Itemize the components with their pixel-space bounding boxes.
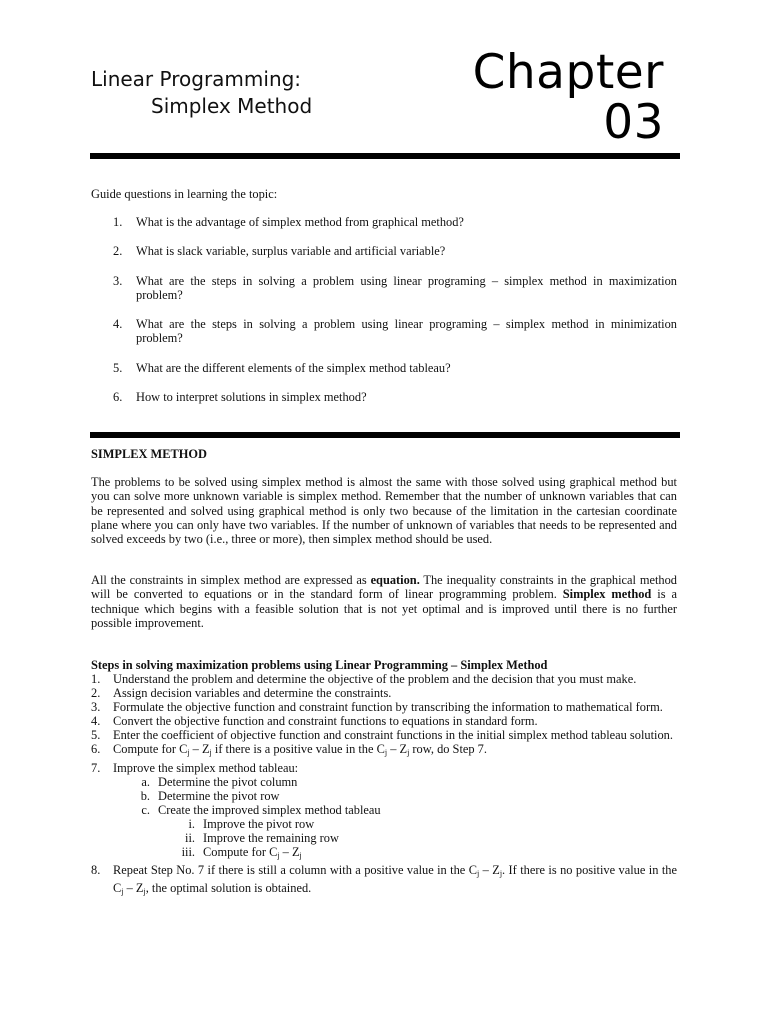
question-number: 3. [113,273,123,288]
subscript: j [143,887,146,897]
substep-letter: b. [140,788,150,803]
step-number: 7. [91,760,101,775]
para-bold-term: Simplex method [562,587,652,602]
step-text [113,863,677,899]
step-text-part: – Z [189,742,210,757]
steps-list [91,672,677,899]
subscript: j [187,748,190,758]
sub-substep-text-part: – Z [279,845,300,860]
step-item [91,742,677,760]
paragraph-intro: The problems to be solved using simplex method is almost the same with those solved using graphical method but you can solve more unknown variable is simplex method. Remember that the number of unknown variables that can be represented and solved using graphical method is only two because of the limitation in the cartesian coordinate plane where you can only have two variables. If the number of unknown of variables that needs to be represented and solved exceeds by two (i.e., three or more), then simplex method should be used. [91,475,677,547]
step-number: 5. [91,728,101,743]
step-item [91,714,677,728]
question-number: 2. [113,244,123,259]
substep-text: Determine the pivot column [158,774,298,789]
sub-substep-item [113,831,677,845]
subscript: j [299,851,302,861]
guide-question [91,317,677,346]
sub-substep-text: Improve the pivot row [203,816,315,831]
sub-substep-numeral: iii. [181,845,195,860]
subscript: j [277,851,280,861]
step-text-part: row, do Step 7. [409,742,487,757]
question-text: How to interpret solutions in simplex method? [136,390,367,405]
sub-substeps-list [113,817,677,863]
step-item [91,686,677,700]
step-text: Convert the objective function and constraint functions to equations in standard form. [113,714,538,729]
document-title [91,66,312,120]
step-text-part: – Z [123,881,144,896]
step-text-part: Improve the simplex method tableau: [113,760,299,775]
para-bold-term: equation. [370,573,420,587]
sub-substep-text: Improve the remaining row [203,831,339,846]
question-number: 6. [113,390,123,405]
step-text-part: . If there is no positive value in the C [113,863,677,896]
step-number: 2. [91,686,101,701]
sub-substep-numeral: ii. [185,831,195,846]
step-number: 4. [91,714,101,729]
subscript: j [476,869,480,879]
step-text [113,742,677,760]
subscript: j [121,887,124,897]
substep-item [113,803,677,817]
substep-text: Create the improved simplex method tableau [158,802,381,817]
step-item [91,761,677,864]
substep-letter: a. [141,774,150,789]
title-line-1: Linear Programming: [91,67,302,91]
step-number: 3. [91,700,101,715]
guide-question [91,244,677,258]
step-item [91,700,677,714]
guide-question [91,361,677,375]
step-item [91,672,677,686]
sub-substep-text-part: Compute for C [203,845,278,860]
step-number: 8. [91,863,101,878]
step-text-part: , the optimal solution is obtained. [145,881,312,896]
question-text: What are the steps in solving a problem using linear programing – simplex method in minimization problem? [136,317,677,346]
chapter-number: 03 [603,95,664,150]
question-number: 5. [113,360,123,375]
guide-question [91,390,677,404]
guide-intro: Guide questions in learning the topic: [91,187,278,201]
subscript: j [384,748,388,758]
step-item [91,863,677,899]
guide-question [91,274,677,303]
title-line-2: Simplex Method [151,94,313,118]
substep-letter: c. [141,802,150,817]
question-number: 1. [113,215,123,229]
sub-substep-item [113,817,677,831]
step-text: Assign decision variables and determine the constraints. [113,686,392,701]
step-text: Understand the problem and determine the objective of the problem and the decision that you must make. [113,672,637,686]
question-text: What are the steps in solving a problem using linear programing – simplex method in maximization problem? [136,273,677,302]
header-divider [90,153,680,159]
sub-substep-numeral: i. [188,816,195,831]
para-text: is a technique which begins with a feasible solution that is not yet optimal and is improved until there is no further possible improvement. [91,587,677,630]
question-text: What are the different elements of the simplex method tableau? [136,360,451,375]
step-number: 1. [91,672,101,686]
step-text-part: – Z [387,742,408,757]
step-text [113,761,677,864]
step-text: Formulate the objective function and constraint function by transcribing the information to mathematical form. [113,700,663,715]
sub-substep-text [203,845,302,863]
para-text: All the constraints in simplex method are expressed as [91,573,371,587]
substeps-list [113,775,677,817]
steps-heading: Steps in solving maximization problems using Linear Programming – Simplex Method [91,658,548,672]
subscript: j [407,748,410,758]
chapter-label [472,45,664,150]
para-text: The inequality constraints in the graphical method will be converted to equations or in the standard form of linear programming problem. [91,573,677,602]
section-divider [90,432,680,438]
question-text: What is the advantage of simplex method from graphical method? [136,215,464,229]
sub-substep-item [113,845,677,863]
step-text-part: Compute for C [113,742,188,757]
paragraph-constraints [91,573,677,630]
guide-question [91,215,677,229]
step-number: 6. [91,742,101,757]
substep-text: Determine the pivot row [158,788,280,803]
step-text-part: if there is a positive value in the C [211,742,385,757]
substep-item [113,775,677,789]
question-number: 4. [113,317,123,332]
chapter-word: Chapter [472,45,664,100]
substep-item [113,789,677,803]
step-text: Enter the coefficient of objective function and constraint functions in the initial simplex method tableau solution. [113,728,673,743]
guide-questions-list [91,215,677,419]
step-text-part: Repeat Step No. 7 if there is still a column with a positive value in the C [113,863,477,878]
subscript: j [499,869,503,879]
question-text: What is slack variable, surplus variable and artificial variable? [136,244,446,259]
section-heading: SIMPLEX METHOD [91,447,207,461]
step-text-part: – Z [479,863,500,878]
step-item [91,728,677,742]
subscript: j [209,748,212,758]
